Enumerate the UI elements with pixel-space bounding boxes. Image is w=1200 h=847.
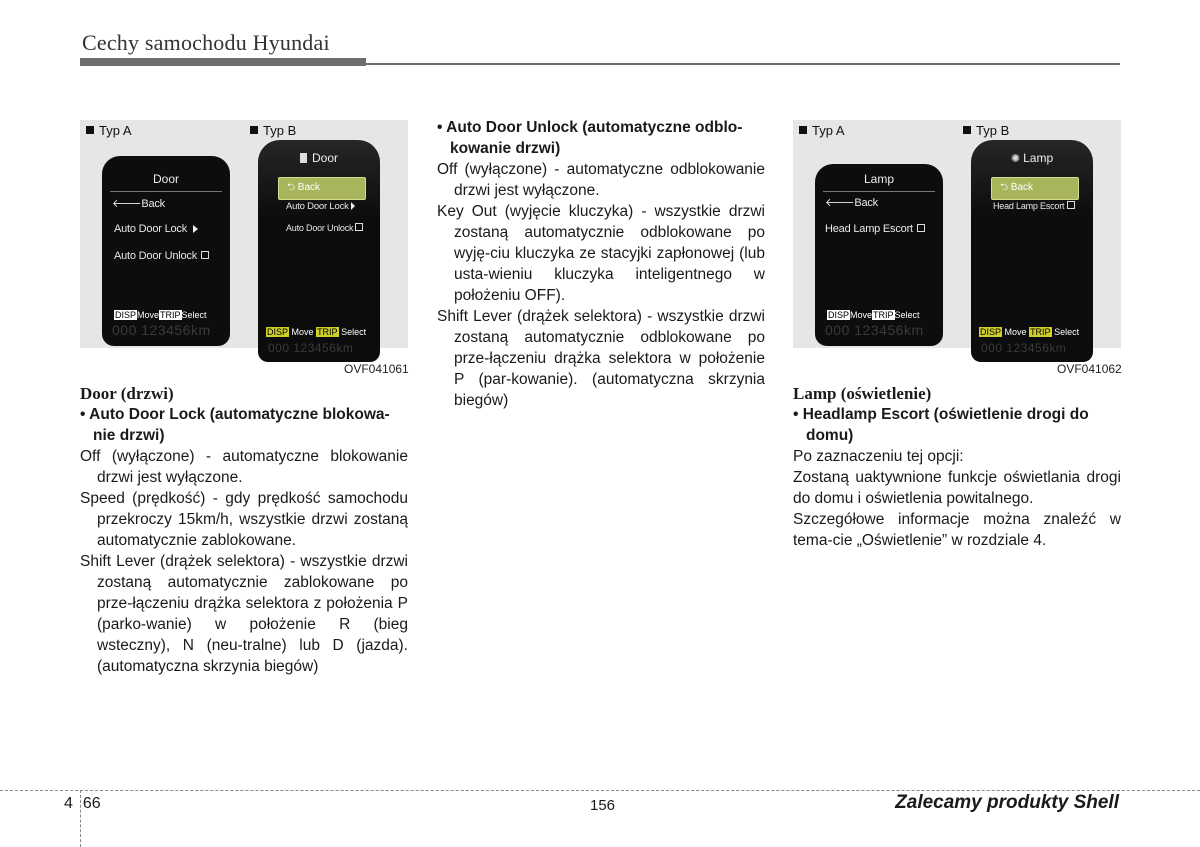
screen-title: Lamp xyxy=(863,172,895,186)
lamp-screen-type-b xyxy=(971,140,1093,362)
select-label: Select xyxy=(1054,327,1080,337)
screen-item-head-lamp-escort xyxy=(993,201,1075,211)
item-label: Auto Door Unlock xyxy=(114,250,198,262)
select-label: Select xyxy=(341,327,367,337)
screen-footer xyxy=(266,327,366,337)
paragraph: Off (wyłączone) - automatyczne odblokowanie drzwi jest wyłączone. xyxy=(437,161,765,199)
screen-item-auto-door-lock xyxy=(114,223,198,235)
screen-footer xyxy=(827,310,920,320)
trip-key: TRIP xyxy=(160,310,181,320)
move-label: Move xyxy=(291,327,314,337)
bullet-heading: • Headlamp Escort (oświetlenie drogi do domu) xyxy=(793,406,1089,444)
move-label: Move xyxy=(137,310,160,320)
trip-key: TRIP xyxy=(873,310,894,320)
item-label: Auto Door Lock xyxy=(114,223,188,235)
odometer-readout: 000 123456km xyxy=(981,341,1067,355)
figure-label-text: Typ B xyxy=(263,123,297,138)
odometer-readout: 000 123456km xyxy=(268,341,354,355)
figure-label-type-b xyxy=(963,123,1009,138)
paragraph: Zostaną uaktywnione funkcje oświetlania drogi do domu i oświetlenia powitalnego. xyxy=(793,469,1121,507)
back-arrow-icon: ⮌ xyxy=(1000,182,1011,193)
footer-tagline: Zalecamy produkty Shell xyxy=(895,792,1119,813)
select-label: Select xyxy=(894,310,920,320)
title-text: Lamp xyxy=(1023,151,1054,165)
screen-divider xyxy=(110,191,222,192)
screen-item-auto-door-unlock xyxy=(114,250,209,262)
screen-title: Door xyxy=(152,172,179,186)
square-bullet-icon xyxy=(86,126,94,134)
disp-key: DISP xyxy=(828,310,850,320)
chapter-number: 4 xyxy=(64,795,73,812)
screen-footer xyxy=(979,327,1079,337)
bullet-heading: • Auto Door Unlock (automatyczne odblo-kowanie drzwi) xyxy=(437,119,743,157)
section-title: Door (drzwi) xyxy=(80,384,174,403)
figure-label-type-a xyxy=(799,123,845,138)
lamp-figure xyxy=(793,120,1121,355)
header-rule xyxy=(366,63,1120,65)
figure-label-type-a xyxy=(86,123,132,138)
door-icon xyxy=(300,153,307,163)
header-bar xyxy=(80,58,366,66)
square-bullet-icon xyxy=(963,126,971,134)
figure-code: OVF041061 xyxy=(344,362,409,376)
screen-footer xyxy=(114,310,207,320)
paragraph: Key Out (wyjęcie kluczyka) - wszystkie drzwi zostaną automatycznie odblokowane po wyję-ciu kluczyka ze stacyjki zapłonowej (lub usta-wieniu kluczyka inteligentnego w położeniu OFF). xyxy=(437,203,765,304)
select-label: Select xyxy=(181,310,207,320)
figure-code: OVF041062 xyxy=(1057,362,1122,376)
bullet-heading: • Auto Door Lock (automatyczne blokowa-nie drzwi) xyxy=(80,406,390,444)
square-bullet-icon xyxy=(250,126,258,134)
back-arrow-icon: 🡐 xyxy=(112,198,142,210)
screen-back-item xyxy=(991,177,1079,200)
back-label: Back xyxy=(854,197,878,209)
door-section xyxy=(80,383,408,677)
back-label: Back xyxy=(141,198,165,210)
screen-item-auto-door-unlock xyxy=(286,223,363,233)
square-bullet-icon xyxy=(799,126,807,134)
lamp-screen-type-a xyxy=(815,164,943,346)
footer-divider xyxy=(0,790,1200,791)
title-text: Door xyxy=(311,151,338,165)
checkbox-icon xyxy=(1067,201,1075,209)
item-label: Head Lamp Escort xyxy=(825,223,913,235)
item-label: Auto Door Lock xyxy=(286,201,349,212)
item-label: Auto Door Unlock xyxy=(286,223,354,233)
move-label: Move xyxy=(1004,327,1027,337)
checkbox-icon xyxy=(917,224,925,232)
submenu-arrow-icon xyxy=(351,202,355,210)
odometer-readout: 000 123456km xyxy=(825,322,924,338)
paragraph: Szczegółowe informacje można znaleźć w tema-cie „Oświetlenie” w rozdziale 4. xyxy=(793,511,1121,549)
screen-item-auto-door-lock xyxy=(286,201,355,212)
door-figure xyxy=(80,120,408,355)
screen-title xyxy=(258,151,380,165)
submenu-arrow-icon xyxy=(193,225,198,233)
chapter-page-number xyxy=(64,795,101,813)
door-unlock-section xyxy=(437,117,765,411)
back-arrow-icon: 🡐 xyxy=(825,197,855,209)
back-arrow-icon: ⮌ xyxy=(287,182,298,193)
item-label: Head Lamp Escort xyxy=(993,201,1065,211)
page-in-chapter: 66 xyxy=(82,795,101,812)
back-label: Back xyxy=(297,182,321,193)
page-number: 156 xyxy=(590,797,616,814)
paragraph: Off (wyłączone) - automatyczne blokowanie drzwi jest wyłączone. xyxy=(80,448,408,486)
disp-key: DISP xyxy=(267,327,289,337)
screen-divider xyxy=(823,191,935,192)
checkbox-icon xyxy=(201,251,209,259)
door-screen-type-b xyxy=(258,140,380,362)
disp-key: DISP xyxy=(115,310,137,320)
screen-item-head-lamp-escort xyxy=(825,223,925,235)
page-header-title: Cechy samochodu Hyundai xyxy=(82,30,330,55)
move-label: Move xyxy=(850,310,873,320)
trip-key: TRIP xyxy=(1030,327,1051,337)
paragraph: Shift Lever (drążek selektora) - wszystkie drzwi zostaną automatycznie zablokowane po prze-łączeniu drążka selektora z położenia P (parko-wanie) w położenie R (bieg wsteczny), N (neu-tralne) lub D (jazda). (automatyczna skrzynia biegów) xyxy=(80,553,408,675)
paragraph: Shift Lever (drążek selektora) - wszystkie drzwi zostaną automatycznie odblokowane po prze-łączeniu drążka selektora w położenie P (par-kowanie). (automatyczna skrzynia biegów) xyxy=(437,308,765,409)
figure-label-text: Typ B xyxy=(976,123,1010,138)
lamp-section xyxy=(793,383,1121,551)
screen-title xyxy=(971,151,1093,165)
figure-label-text: Typ A xyxy=(99,123,132,138)
checkbox-icon xyxy=(355,223,363,231)
screen-back-item xyxy=(112,196,165,210)
bulb-icon: ✺ xyxy=(1010,153,1021,165)
door-screen-type-a xyxy=(102,156,230,346)
screen-back-item xyxy=(278,177,366,200)
paragraph: Po zaznaczeniu tej opcji: xyxy=(793,448,964,465)
figure-label-type-b xyxy=(250,123,296,138)
odometer-readout: 000 123456km xyxy=(112,322,211,338)
back-label: Back xyxy=(1010,182,1034,193)
disp-key: DISP xyxy=(980,327,1002,337)
trip-key: TRIP xyxy=(317,327,338,337)
screen-back-item xyxy=(825,195,878,209)
section-title: Lamp (oświetlenie) xyxy=(793,384,932,403)
figure-label-text: Typ A xyxy=(812,123,845,138)
paragraph: Speed (prędkość) - gdy prędkość samochodu przekroczy 15km/h, wszystkie drzwi zostaną automatycznie zablokowane. xyxy=(80,490,408,549)
